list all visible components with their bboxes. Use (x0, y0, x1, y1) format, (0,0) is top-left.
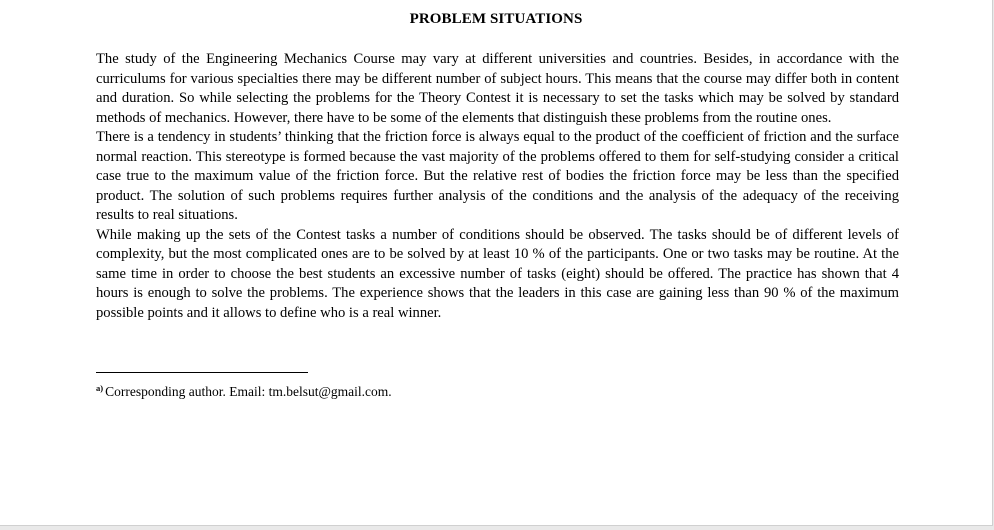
body-text (96, 50, 899, 323)
paragraph-1: The study of the Engineering Mechanics Course may vary at different universities and countries. Besides, in accordance with the curriculums for various specialties there may be different number of subject hours. This means that the course may differ both in content and duration. So while selecting the problems for the Theory Contest it is necessary to set the tasks which may be solved by standard methods of mechanics. However, there have to be some of the elements that distinguish these problems from the routine ones. (96, 51, 899, 126)
footnote-marker: a) (96, 383, 104, 393)
paragraph-3: While making up the sets of the Contest tasks a number of conditions should be observed. The tasks should be of different levels of complexity, but the most complicated ones are to be solved by at least 10 % of the participants. One or two tasks may be routine. At the same time in order to choose the best students an excessive number of tasks (eight) should be offered. The practice has shown that 4 hours is enough to solve the problems. The experience shows that the leaders in this case are gaining less than 90 % of the maximum possible points and it allows to define who is a real winner. (96, 226, 899, 321)
paragraph-2: There is a tendency in students’ thinking that the friction force is always equal to the product of the coefficient of friction and the surface normal reaction. This stereotype is formed because the vast majority of the problems offered to them for self-studying consider a critical case true to the maximum value of the friction force. But the relative rest of bodies the friction force may be less than the specified product. The solution of such problems requires further analysis of the conditions and the analysis of the adequacy of the receiving results to real situations. (96, 129, 899, 223)
section-heading: PROBLEM SITUATIONS (409, 11, 583, 27)
footnote-text: Corresponding author. Email: tm.belsut@gmail.com. (105, 384, 392, 399)
footnote (96, 383, 392, 401)
footnote-separator (96, 372, 308, 373)
